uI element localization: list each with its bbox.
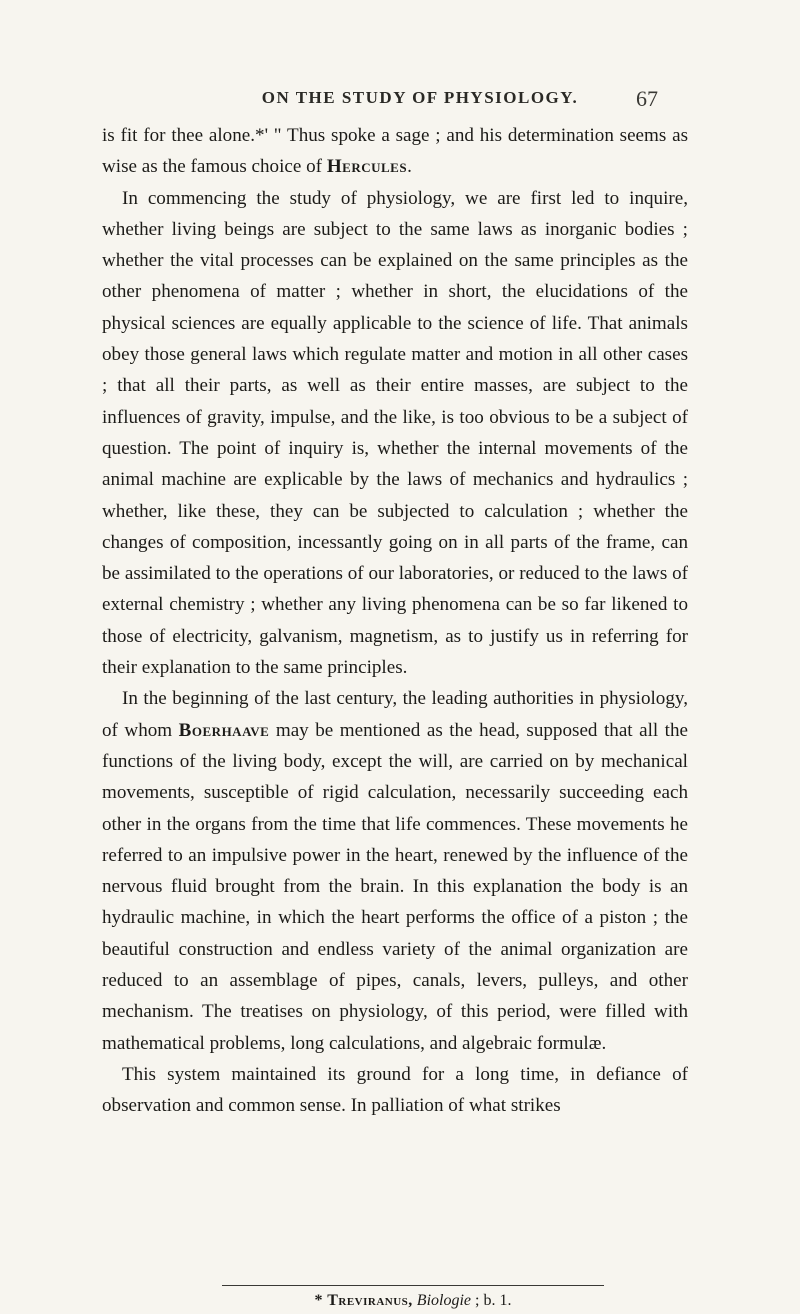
running-header: ON THE STUDY OF PHYSIOLOGY. bbox=[261, 88, 579, 107]
paragraph-3-text-b: may be mentioned as the head, supposed that all the functions of the living body, except the will, are carried on by mechanical movements, susceptible of rigid calculation, necessarily succeeding each other in the organs from the time that life commences. These movements he referred to an impulsive power in the heart, renewed by the influence of the nervous fluid brought from the brain. In this explanation the body is an hydraulic machine, in which the heart performs the office of a piston ; the beautiful construction and endless variety of the animal organization are reduced to an assemblage of pipes, canals, levers, pulleys, and other mechanism. The treatises on physiology, of this period, were filled with mathematical problems, long calculations, and algebraic formulæ. bbox=[102, 719, 689, 1054]
paragraph-3 bbox=[102, 683, 688, 1059]
footnote-title: Biologie bbox=[416, 1292, 472, 1309]
footnote-author: * Treviranus, bbox=[314, 1292, 413, 1309]
paragraph-2: In commencing the study of physiology, we are first led to inquire, whether living beings are subject to the same laws as inorganic bodies ; whether the vital processes can be explained on the same principles as the other phenomena of matter ; whether in short, the elucidations of the physical sciences are equally applicable to the science of life. That animals obey those general laws which regulate matter and motion in all other cases ; that all their parts, as well as their entire masses, are subject to the influences of gravity, impulse, and the like, is too obvious to be a subject of question. The point of inquiry is, whether the internal movements of the animal machine are explicable by the laws of mechanics and hydraulics ; whether, like these, they can be subjected to calculation ; whether the changes of composition, incessantly going on in all parts of the frame, can be assimilated to the operations of our laboratories, or reduced to the laws of external chemistry ; whether any living phenomena can be so far likened to those of electricity, galvanism, magnetism, as to justify us in referring for their explanation to the same principles. bbox=[102, 187, 688, 679]
footnote-ref: ; b. 1. bbox=[475, 1292, 512, 1309]
body-text bbox=[102, 120, 688, 1122]
page-number: 67 bbox=[636, 86, 658, 111]
name-hercules: Hercules bbox=[326, 156, 408, 178]
paragraph-1 bbox=[102, 120, 688, 183]
paragraph-1-text-a: is fit for thee alone.*' " Thus spoke a sage ; and his determination seems as wise as the famous choice of bbox=[102, 125, 688, 178]
footnote bbox=[222, 1292, 604, 1310]
paragraph-3-text-a: In the beginning of the last century, the leading authorities in physiology, of whom bbox=[102, 688, 688, 741]
paragraph-4: This system maintained its ground for a long time, in defiance of observation and common sense. In palliation of what strikes bbox=[102, 1063, 688, 1117]
paragraph-1-text-b: . bbox=[407, 156, 412, 178]
name-boerhaave: Boerhaave bbox=[178, 719, 270, 741]
footnote-rule bbox=[222, 1285, 604, 1286]
